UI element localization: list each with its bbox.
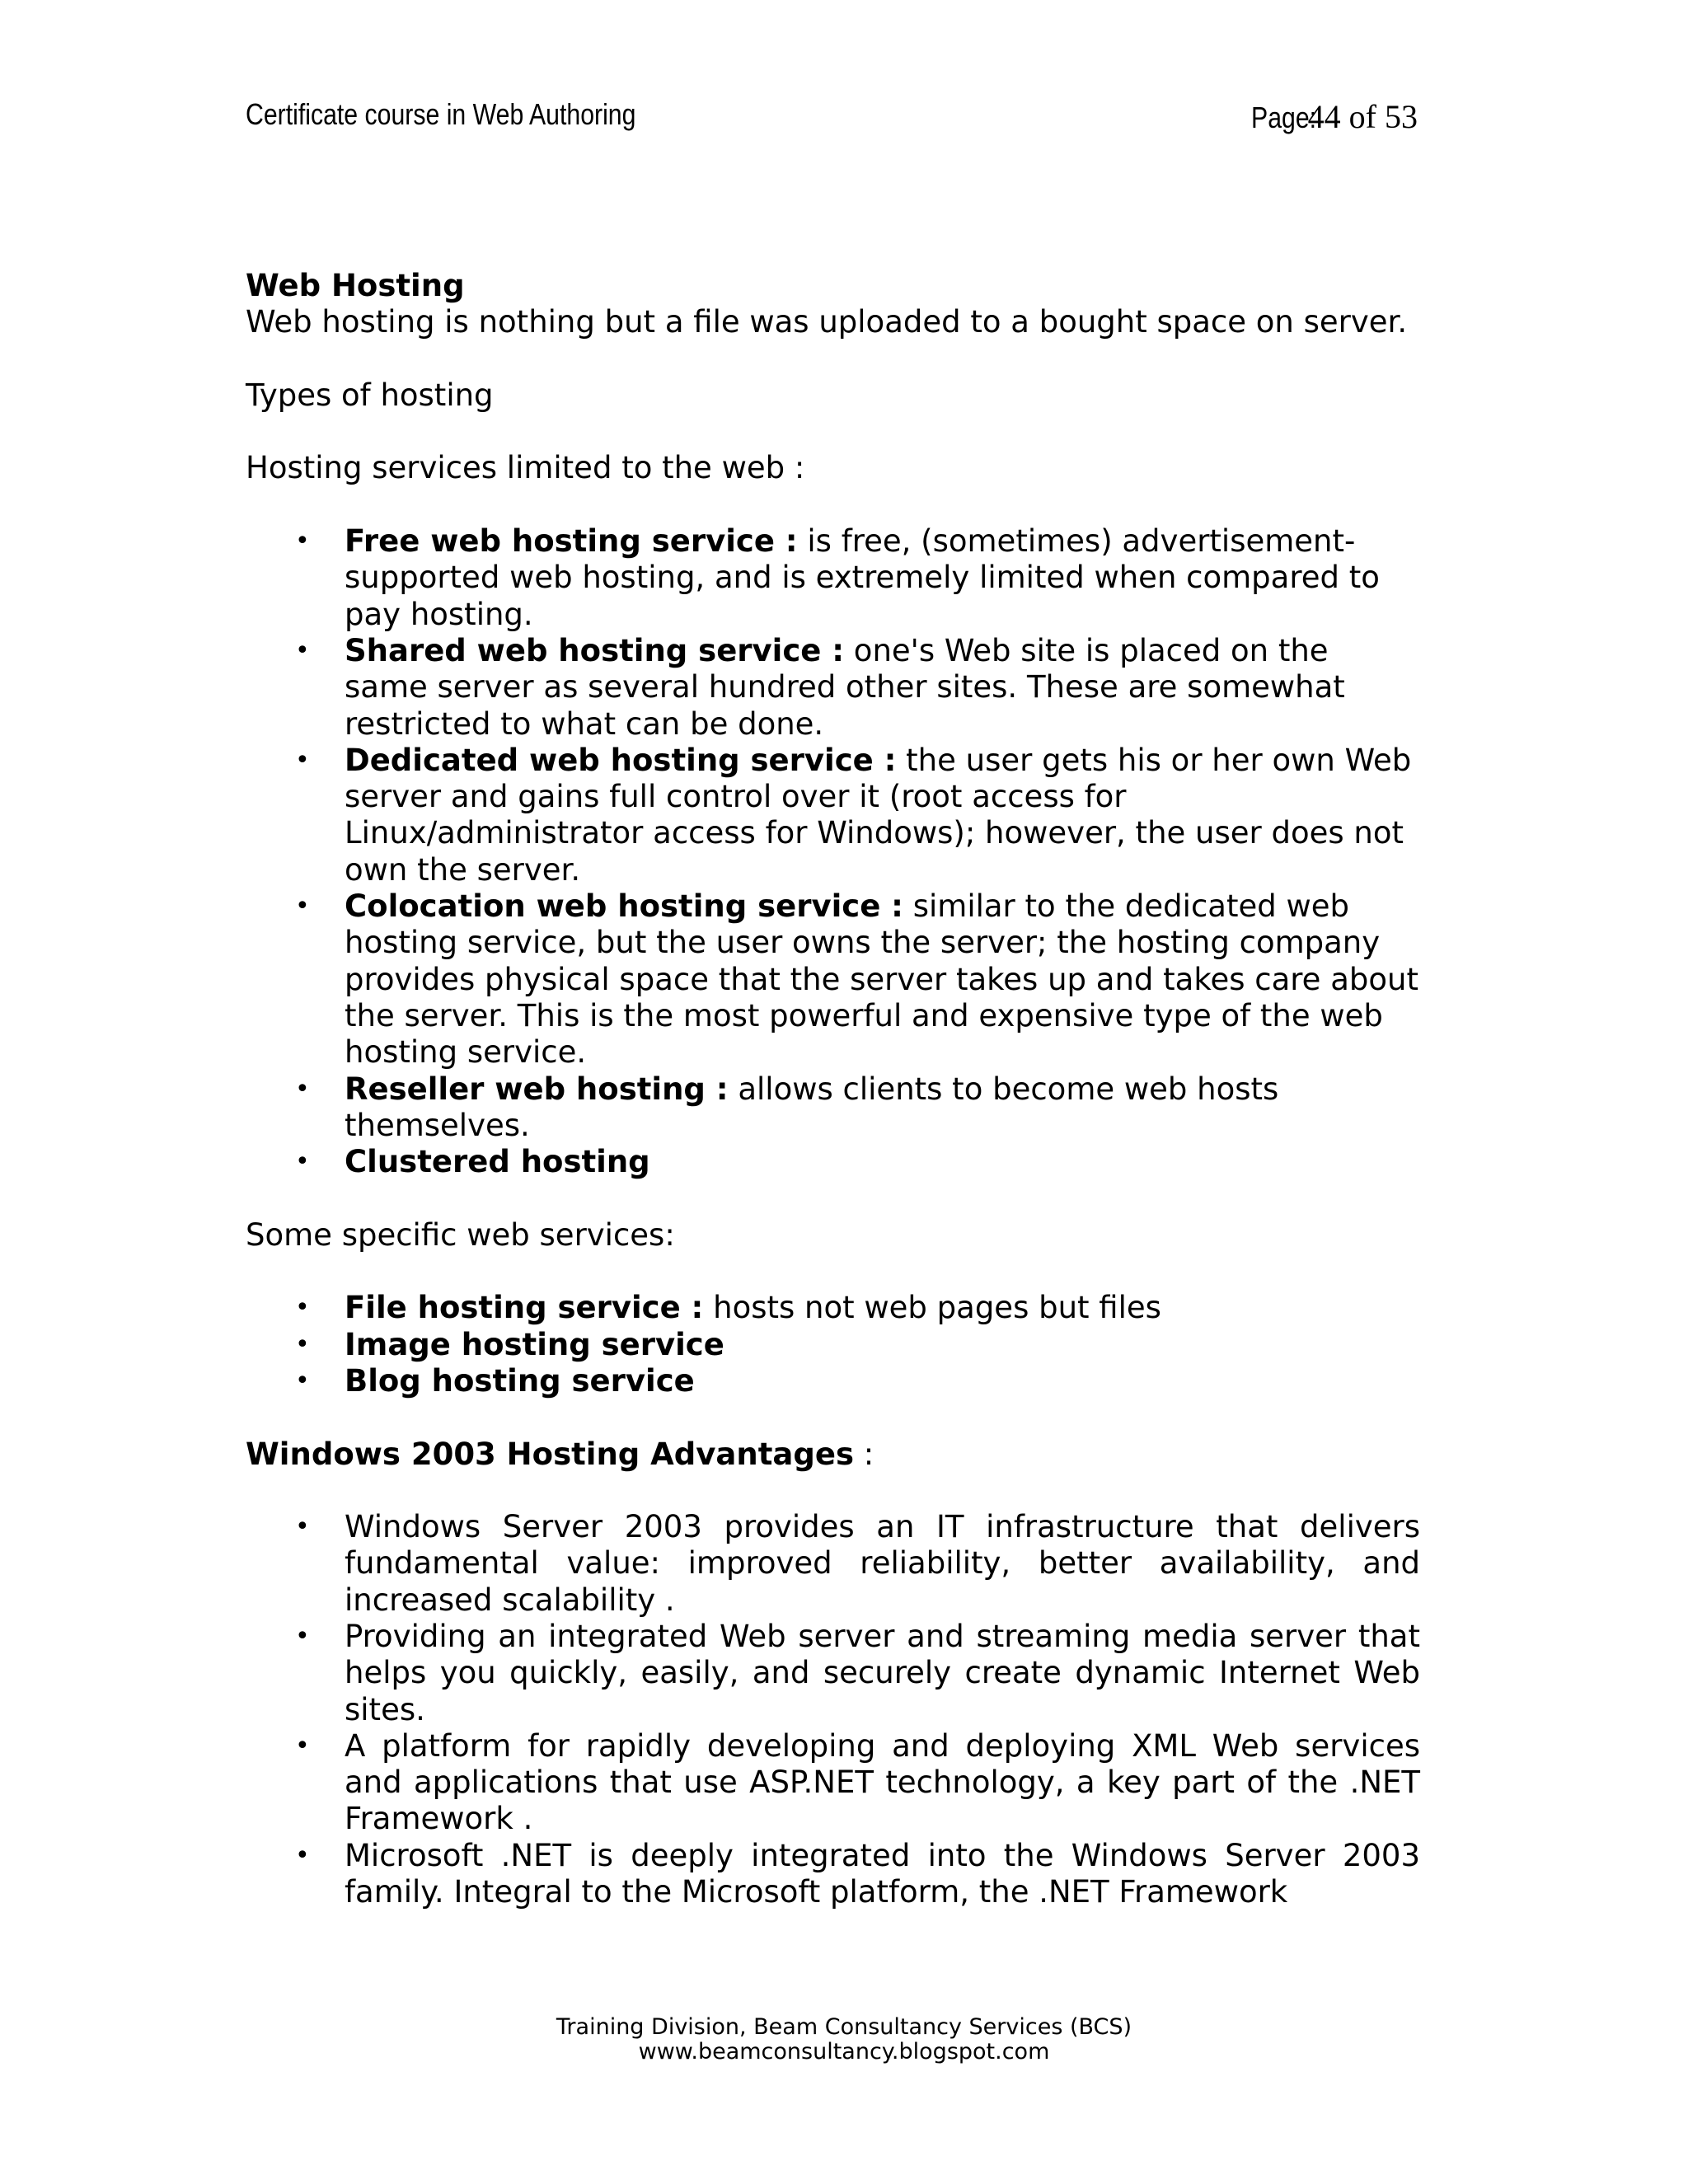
list-item — [246, 1290, 1420, 1326]
bullet-icon: • — [295, 745, 310, 775]
bullet-icon: • — [295, 1329, 310, 1359]
bullet-icon: • — [295, 1512, 310, 1542]
footer-url: www.beamconsultancy.blogspot.com — [638, 2039, 1050, 2064]
specific-services-list — [246, 1290, 1420, 1399]
list-item — [246, 633, 1420, 743]
item-term: Free web hosting service : — [345, 523, 798, 560]
list-item — [246, 888, 1420, 1071]
bullet-icon: • — [295, 1147, 310, 1177]
bullet-icon: • — [295, 1293, 310, 1323]
footer-org: Training Division, Beam Consultancy Services (BCS) — [556, 2014, 1132, 2040]
item-desc: the user gets his or her own Web server and gains full control over it (root access for Linux/administrator access for Windows); however, the user does not own the server. — [345, 742, 1412, 888]
advantages-title: Windows 2003 Hosting Advantages — [246, 1436, 854, 1472]
item-text: Providing an integrated Web server and streaming media server that helps you quickly, easily, and securely create dynamic Internet Web sites. — [345, 1618, 1420, 1727]
item-text: A platform for rapidly developing and deploying XML Web services and applications that use ASP.NET technology, a key part of the .NET Framework . — [345, 1727, 1420, 1837]
list-item — [246, 523, 1420, 633]
page-number: 44 of 53 — [1307, 98, 1418, 135]
list-item — [246, 1327, 1420, 1363]
item-text: Windows Server 2003 provides an IT infrastructure that delivers fundamental value: improved reliability, better availability, and increased scalability . — [345, 1509, 1420, 1618]
bullet-icon: • — [295, 527, 310, 556]
page-footer — [0, 2015, 1688, 2064]
list-item — [246, 1619, 1420, 1728]
bullet-icon: • — [295, 1366, 310, 1395]
bullet-icon: • — [295, 1074, 310, 1104]
item-desc: similar to the dedicated web hosting service, but the user owns the server; the hosting company provides physical space that the server takes up and takes care about the server. This is the most powerful and expensive type of the web hosting service. — [345, 888, 1418, 1071]
item-term: Blog hosting service — [345, 1362, 695, 1399]
item-desc: one's Web site is placed on the same server as several hundred other sites. These are somewhat restricted to what can be done. — [345, 632, 1345, 742]
list-item — [246, 743, 1420, 888]
item-term: Dedicated web hosting service : — [345, 742, 897, 778]
bullet-icon: • — [295, 892, 310, 921]
list-item — [246, 1509, 1420, 1619]
page-indicator — [1239, 97, 1418, 136]
item-term: Colocation web hosting service : — [345, 888, 903, 925]
bullet-icon: • — [295, 1731, 310, 1760]
list-item — [246, 1071, 1420, 1145]
intro-paragraph: Web hosting is nothing but a file was uploaded to a bought space on server. — [246, 304, 1408, 340]
advantages-heading — [246, 1436, 1420, 1473]
list-item — [246, 1144, 1420, 1180]
hosting-types-list — [246, 523, 1420, 1180]
item-desc: allows clients to become web hosts themselves. — [345, 1071, 1279, 1143]
advantages-suffix: : — [853, 1436, 874, 1472]
bullet-icon: • — [295, 635, 310, 665]
item-desc: hosts not web pages but files — [703, 1290, 1161, 1326]
advantages-list — [246, 1509, 1420, 1910]
types-label: Types of hosting — [246, 377, 494, 413]
course-title: Certificate course in Web Authoring — [246, 97, 636, 131]
list-item — [246, 1838, 1420, 1911]
item-term: Clustered hosting — [345, 1144, 650, 1180]
item-term: Reseller web hosting : — [345, 1071, 729, 1107]
specific-label: Some specific web services: — [246, 1216, 675, 1253]
section-title: Web Hosting — [246, 268, 465, 303]
item-desc: is free, (sometimes) advertisement-supported web hosting, and is extremely limited when compared to pay hosting. — [345, 523, 1380, 632]
item-term: Shared web hosting service : — [345, 632, 845, 668]
bullet-icon: • — [295, 1840, 310, 1870]
item-term: File hosting service : — [345, 1290, 704, 1326]
item-text: Microsoft .NET is deeply integrated into the Windows Server 2003 family. Integral to the Microsoft platform, the .NET Framework — [345, 1837, 1420, 1910]
page-label: Page: — [1250, 101, 1316, 134]
document-body — [246, 268, 1420, 1910]
list-item — [246, 1728, 1420, 1838]
limited-label: Hosting services limited to the web : — [246, 450, 805, 486]
item-term: Image hosting service — [345, 1326, 724, 1362]
bullet-icon: • — [295, 1621, 310, 1651]
list-item — [246, 1363, 1420, 1399]
